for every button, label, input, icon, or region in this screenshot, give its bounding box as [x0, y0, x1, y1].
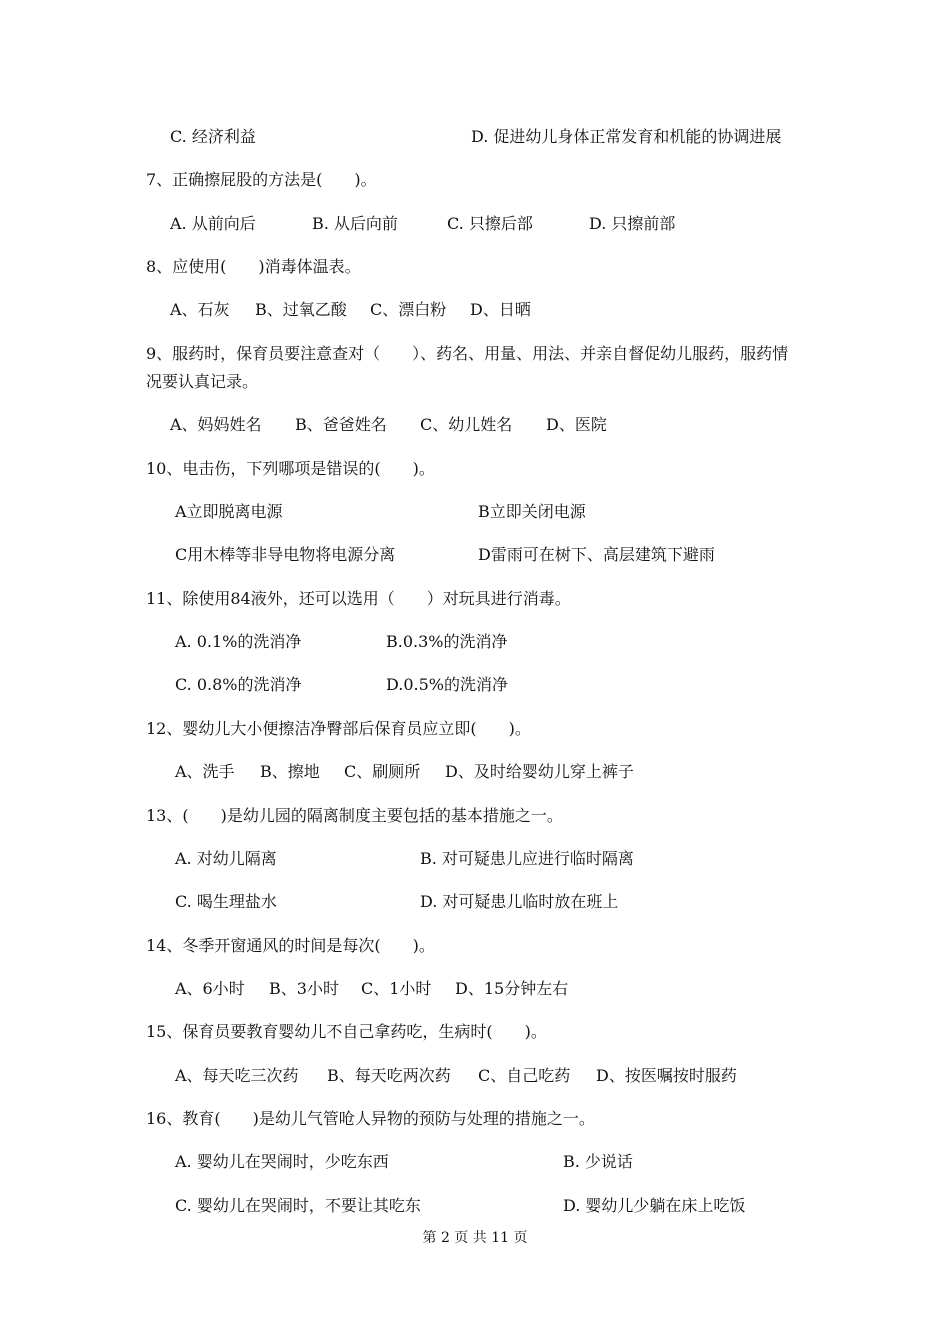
question-7-option-d: D. 只擦前部 [589, 214, 676, 233]
question-16-option-b: B. 少说话 [563, 1152, 633, 1171]
question-16-option-d: D. 婴幼儿少躺在床上吃饭 [563, 1196, 746, 1215]
question-11-option-b: B.0.3%的洗消净 [386, 632, 508, 651]
question-8-option-c: C、漂白粉 [370, 300, 447, 319]
question-9-option-c: C、幼儿姓名 [420, 415, 513, 434]
question-16-option-c: C. 婴幼儿在哭闹时，不要让其吃东 [175, 1196, 421, 1215]
question-14-stem: 14、冬季开窗通风的时间是每次( )。 [146, 936, 435, 955]
question-7-stem: 7、正确擦屁股的方法是( )。 [146, 170, 377, 189]
prev-option-d: D. 促进幼儿身体正常发育和机能的协调进展 [471, 127, 782, 146]
question-11-option-a: A. 0.1%的洗消净 [175, 632, 302, 651]
question-12-option-d: D、及时给婴幼儿穿上裤子 [445, 762, 634, 781]
question-12-option-c: C、刷厕所 [344, 762, 421, 781]
question-8-option-d: D、日晒 [470, 300, 531, 319]
question-10-option-d: D雷雨可在树下、高层建筑下避雨 [478, 545, 715, 564]
question-9-option-a: A、妈妈姓名 [170, 415, 262, 434]
question-7-option-c: C. 只擦后部 [447, 214, 533, 233]
question-14-option-a: A、6小时 [175, 979, 245, 998]
question-9-option-d: D、医院 [546, 415, 607, 434]
question-13-option-c: C. 喝生理盐水 [175, 892, 277, 911]
page-footer: 第 2 页 共 11 页 [422, 1230, 528, 1246]
question-11-option-d: D.0.5%的洗消净 [386, 675, 508, 694]
question-16-stem: 16、教育( )是幼儿气管呛人异物的预防与处理的措施之一。 [146, 1109, 595, 1128]
question-14-option-c: C、1小时 [361, 979, 432, 998]
prev-option-c: C. 经济利益 [170, 127, 256, 146]
question-10-stem: 10、电击伤，下列哪项是错误的( )。 [146, 459, 435, 478]
question-7-option-b: B. 从后向前 [312, 214, 398, 233]
question-15-option-c: C、自己吃药 [478, 1066, 571, 1085]
question-14-option-b: B、3小时 [269, 979, 339, 998]
question-7-option-a: A. 从前向后 [170, 214, 256, 233]
question-8-option-a: A、石灰 [170, 300, 230, 319]
question-15-stem: 15、保育员要教育婴幼儿不自己拿药吃，生病时( )。 [146, 1022, 547, 1041]
question-11-option-c: C. 0.8%的洗消净 [175, 675, 302, 694]
question-16-option-a: A. 婴幼儿在哭闹时，少吃东西 [175, 1152, 389, 1171]
question-14-option-d: D、15分钟左右 [455, 979, 569, 998]
question-12-option-a: A、洗手 [175, 762, 235, 781]
question-13-option-a: A. 对幼儿隔离 [175, 849, 277, 868]
question-10-option-b: B立即关闭电源 [478, 502, 586, 521]
question-8-option-b: B、过氧乙酸 [255, 300, 347, 319]
question-8-stem: 8、应使用( )消毒体温表。 [146, 257, 361, 276]
question-12-option-b: B、擦地 [260, 762, 320, 781]
question-13-stem: 13、( )是幼儿园的隔离制度主要包括的基本措施之一。 [146, 806, 563, 825]
question-13-option-d: D. 对可疑患儿临时放在班上 [420, 892, 619, 911]
question-9-option-b: B、爸爸姓名 [295, 415, 387, 434]
question-9-stem-line1: 9、服药时，保育员要注意查对（ ）、药名、用量、用法、并亲自督促幼儿服药，服药情 [146, 344, 789, 363]
question-9-stem-line2: 况要认真记录。 [146, 372, 259, 391]
question-11-stem: 11、除使用84液外，还可以选用（ ）对玩具进行消毒。 [146, 589, 571, 608]
question-12-stem: 12、婴幼儿大小便擦洁净臀部后保育员应立即( )。 [146, 719, 531, 738]
question-10-option-c: C用木棒等非导电物将电源分离 [175, 545, 396, 564]
question-15-option-b: B、每天吃两次药 [327, 1066, 451, 1085]
question-13-option-b: B. 对可疑患儿应进行临时隔离 [420, 849, 634, 868]
question-10-option-a: A立即脱离电源 [175, 502, 283, 521]
question-15-option-a: A、每天吃三次药 [175, 1066, 299, 1085]
question-15-option-d: D、按医嘱按时服药 [596, 1066, 737, 1085]
